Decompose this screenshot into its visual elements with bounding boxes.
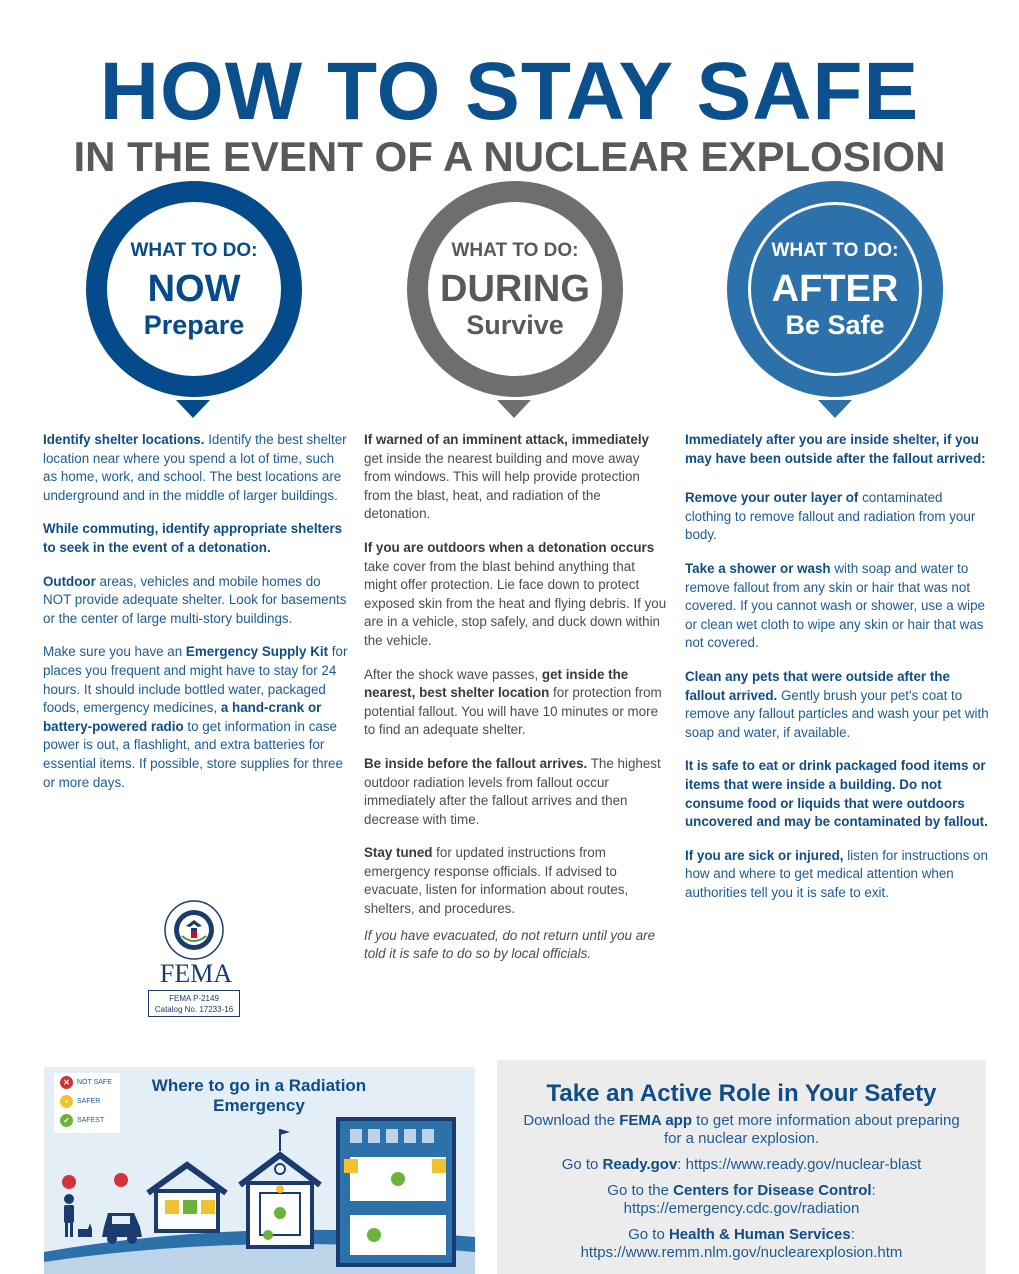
active-role-title: Take an Active Role in Your Safety	[546, 1080, 937, 1107]
during-circle-sub: Survive	[466, 310, 564, 340]
after-paragraph: Take a shower or wash with soap and water to remove fallout from any skin or hair that was not covered. If you cannot wash or shower, use a wipe or clean wet cloth to wipe any skin or hair that was not covered.	[685, 560, 985, 651]
legend-item-not-safe	[54, 1073, 120, 1092]
now-circle-sub: Prepare	[143, 310, 245, 340]
now-circle	[86, 181, 302, 397]
now-paragraph: Make sure you have an Emergency Supply Kit for places you frequent and might have to stay for 24 hours. It should include bottled water, packaged foods, emergency medicines, a hand-crank or battery-powered radio to get information in case power is out, a flashlight, and extra batteries for essential items. If possible, store supplies for three or more days.	[43, 644, 348, 790]
after-circle-sub: Be Safe	[785, 310, 885, 340]
fema-catalog-box	[148, 990, 240, 1017]
during-circle-label: WHAT TO DO:	[451, 240, 579, 261]
legend-item-safer	[54, 1092, 120, 1111]
fema-wordmark: FEMA	[159, 959, 233, 988]
radiation-emergency-panel	[44, 1067, 475, 1274]
now-circle-word: NOW	[147, 268, 241, 310]
after-circle-inner	[748, 202, 922, 376]
dhs-seal-icon	[164, 900, 224, 960]
fema-code: FEMA P-2149	[169, 994, 219, 1003]
during-paragraph: After the shock wave passes, get inside the nearest, best shelter location for protection from potential fallout. You will have 10 minutes or more to find an adequate shelter.	[364, 666, 662, 738]
ok-icon: •	[60, 1095, 73, 1108]
during-paragraph: If warned of an imminent attack, immediately get inside the nearest building and move away from windows. This will help provide protection from the blast, heat, and radiation of the detonation.	[364, 432, 649, 522]
fema-catalog: Catalog No. 17233-16	[154, 1005, 234, 1014]
now-paragraph: While commuting, identify appropriate shelters to seek in the event of a detonation.	[43, 521, 343, 555]
during-paragraph: Be inside before the fallout arrives. The highest outdoor radiation levels from fallout occur immediately after the fallout arrives and then decrease with time.	[364, 755, 661, 827]
check-icon: ✓	[60, 1114, 73, 1127]
active-role-panel	[497, 1060, 986, 1274]
now-paragraph: Outdoor areas, vehicles and mobile homes do NOT provide adequate shelter. Look for basements or the center of large multi-story buildings.	[43, 573, 347, 626]
during-note: If you have evacuated, do not return until you are told it is safe to do so by local officials.	[364, 927, 656, 962]
x-icon: ✕	[60, 1076, 73, 1089]
after-paragraph: If you are sick or injured, listen for instructions on how and where to get medical attention when authorities tell you it is safe to exit.	[685, 847, 988, 900]
legend-item-safest	[54, 1111, 120, 1130]
legend-label: SAFER	[77, 1098, 101, 1105]
during-pointer-icon	[497, 400, 531, 418]
legend-label: SAFEST	[77, 1117, 105, 1124]
after-paragraph: Remove your outer layer of contaminated clothing to remove fallout and radiation from your body.	[685, 490, 976, 543]
now-pointer-icon	[176, 400, 210, 418]
active-role-line: Download the FEMA app to get more information about preparing for a nuclear explosion.	[523, 1112, 960, 1147]
active-role-line: Go to the Centers for Disease Control: https://emergency.cdc.gov/radiation	[607, 1182, 876, 1217]
during-circle	[407, 181, 623, 397]
during-column	[364, 431, 669, 979]
radiation-panel-title: Where to go in a Radiation Emergency	[151, 1076, 367, 1115]
now-circle-label: WHAT TO DO:	[130, 240, 258, 261]
now-column	[43, 431, 348, 807]
active-role-line: Go to Ready.gov: https://www.ready.gov/nuclear-blast	[561, 1156, 922, 1173]
after-column	[685, 431, 990, 917]
during-paragraph: If you are outdoors when a detonation occurs take cover from the blast behind anything that might offer protection. Lie face down to protect exposed skin from the heat and flying debris. If you are in a vehicle, stop safely, and duck down within the vehicle.	[364, 539, 667, 648]
after-paragraph: Clean any pets that were outside after the fallout arrived. Gently brush your pet's coat to remove any fallout particles and wash your pet with soap and water, if available.	[685, 668, 989, 740]
during-paragraph: Stay tuned for updated instructions from emergency response officials. If advised to evacuate, listen for information about routes, shelters, and procedures.	[364, 845, 629, 917]
after-paragraph: It is safe to eat or drink packaged food items or items that were inside a building. Do not consume food or liquids that were outdoors uncovered and may be contaminated by fallout.	[685, 758, 988, 830]
after-circle-label: WHAT TO DO:	[771, 240, 899, 261]
radiation-legend	[54, 1073, 120, 1133]
page-title: HOW TO STAY SAFE	[99, 46, 920, 137]
during-circle-word: DURING	[440, 268, 590, 310]
now-paragraph: Identify shelter locations. Identify the best shelter location near where you spend a lot of time, such as home, work, and school. The best locations are underground and in the middle of larger buildings.	[43, 432, 347, 503]
after-circle-word: AFTER	[771, 268, 899, 310]
after-pointer-icon	[818, 400, 852, 418]
active-role-line: Go to Health & Human Services: https://www.remm.nlm.gov/nuclearexplosion.htm	[580, 1226, 903, 1261]
legend-label: NOT SAFE	[77, 1079, 112, 1086]
page-subtitle: IN THE EVENT OF A NUCLEAR EXPLOSION	[73, 133, 946, 180]
after-paragraph: Immediately after you are inside shelter, if you may have been outside after the fallout arrived:	[685, 432, 986, 466]
